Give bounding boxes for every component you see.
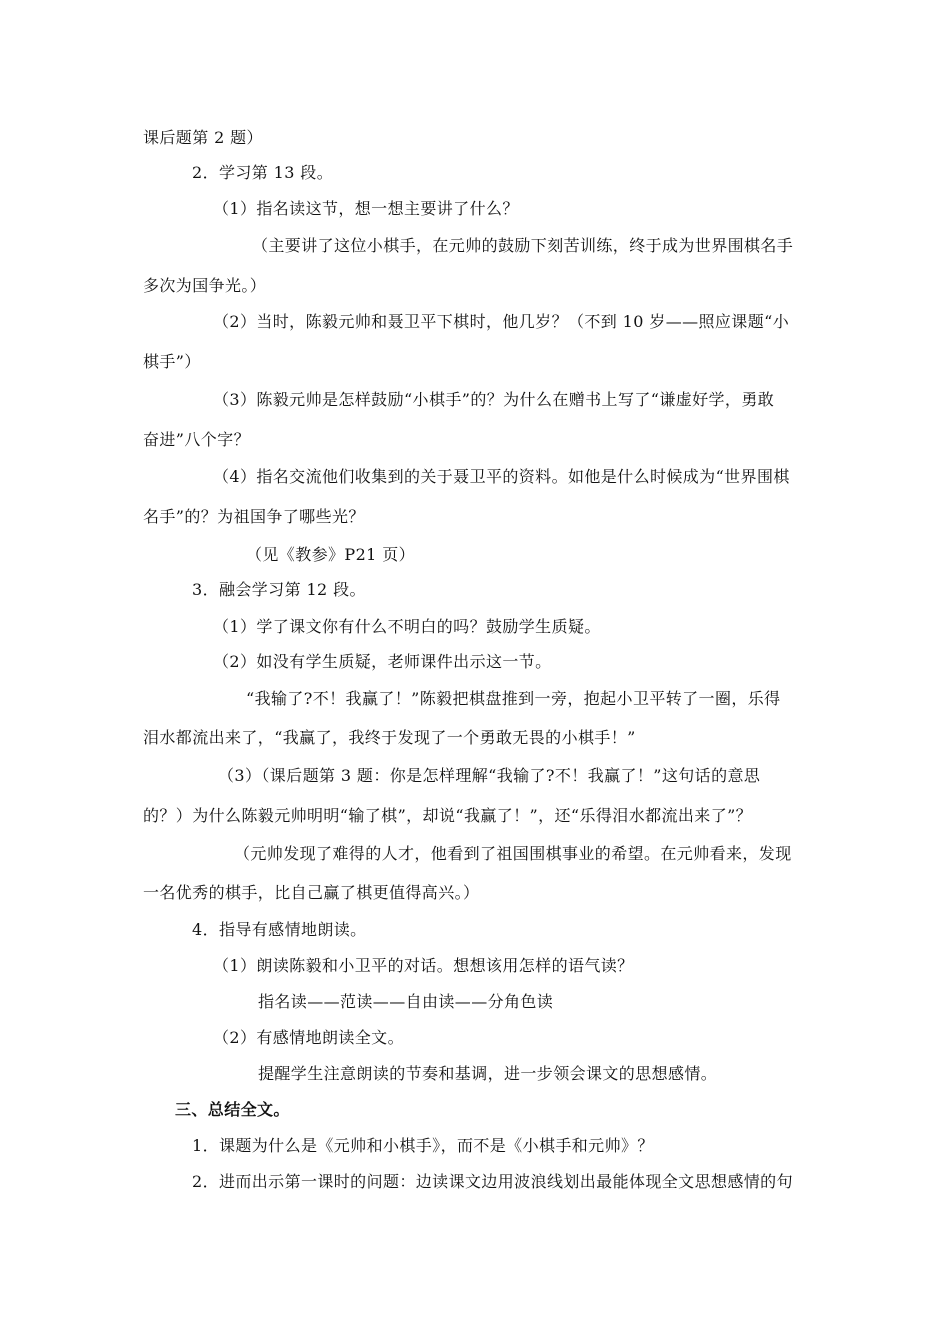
question-3-continued: 奋进”八个字？: [143, 430, 250, 449]
reference-note: （见《教参》P21 页）: [246, 545, 416, 564]
reading-step-2: （2）有感情地朗读全文。: [213, 1028, 404, 1047]
reading-reminder: 提醒学生注意朗读的节奏和基调，进一步领会课文的思想感情。: [258, 1064, 718, 1083]
step-1: （1）学了课文你有什么不明白的吗？鼓励学生质疑。: [213, 617, 601, 636]
question-3: （3）陈毅元帅是怎样鼓励“小棋手”的？为什么在赠书上写了“谦虚好学，勇敢: [213, 390, 775, 409]
text-line: 课后题第 2 题）: [143, 128, 263, 147]
summary-item-1: 1．课题为什么是《元帅和小棋手》，而不是《小棋手和元帅》？: [192, 1136, 654, 1155]
step-2: （2）如没有学生质疑，老师课件出示这一节。: [213, 652, 552, 671]
quote-text-continued: 泪水都流出来了，“我赢了，我终于发现了一个勇敢无畏的小棋手！”: [143, 728, 636, 747]
section-heading-3: 3．融会学习第 12 段。: [192, 580, 366, 599]
step-3-continued: 的？）为什么陈毅元帅明明“输了棋”，却说“我赢了！”，还“乐得泪水都流出来了”？: [143, 806, 753, 825]
quote-text: “我输了?不！我赢了！”陈毅把棋盘推到一旁，抱起小卫平转了一圈，乐得: [246, 689, 781, 708]
section-heading-4: 4．指导有感情地朗读。: [192, 920, 367, 939]
section-heading-2: 2．学习第 13 段。: [192, 163, 334, 182]
step-3: （3）（课后题第 3 题：你是怎样理解“我输了?不！我赢了！”这句话的意思: [218, 766, 761, 785]
question-4-continued: 名手”的？为祖国争了哪些光？: [143, 507, 365, 526]
summary-item-2: 2．进而出示第一课时的问题：边读课文边用波浪线划出最能体现全文思想感情的句: [192, 1172, 793, 1191]
summary-heading: 三、总结全文。: [175, 1100, 290, 1119]
question-2-continued: 棋手”）: [143, 352, 201, 371]
question-1: （1）指名读这节，想一想主要讲了什么？: [213, 199, 519, 218]
question-2: （2）当时，陈毅元帅和聂卫平下棋时，他几岁？（不到 10 岁——照应课题“小: [213, 312, 790, 331]
answer-text-2: （元帅发现了难得的人才，他看到了祖国围棋事业的希望。在元帅看来，发现: [234, 844, 792, 863]
answer-text-2-continued: 一名优秀的棋手，比自己赢了棋更值得高兴。）: [143, 883, 480, 902]
reading-step-1: （1）朗读陈毅和小卫平的对话。想想该用怎样的语气读？: [213, 956, 634, 975]
answer-text-continued: 多次为国争光。）: [143, 276, 267, 295]
answer-text: （主要讲了这位小棋手，在元帅的鼓励下刻苦训练，终于成为世界围棋名手: [252, 236, 794, 255]
question-4: （4）指名交流他们收集到的关于聂卫平的资料。如他是什么时候成为“世界围棋: [213, 467, 790, 486]
reading-methods: 指名读——范读——自由读——分角色读: [258, 992, 554, 1011]
